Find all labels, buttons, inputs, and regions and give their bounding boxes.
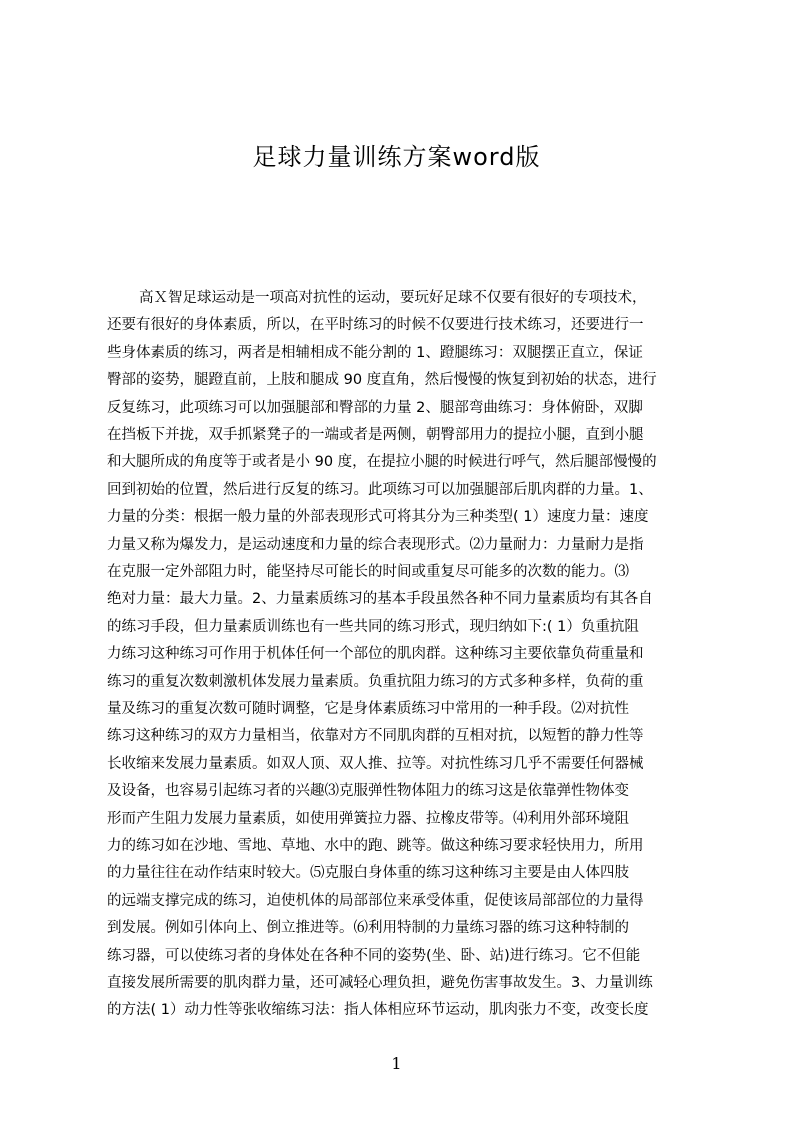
body-line: 及设备，也容易引起练习者的兴趣⑶克服弹性物体阻力的练习这是依靠弹性物体变 [107, 783, 629, 800]
body-line: 力量又称为爆发力，是运动速度和力量的综合表现形式。⑵力量耐力：力量耐力是指 [107, 536, 644, 553]
body-line: 的方法( 1）动力性等张收缩练习法：指人体相应环节运动，肌肉张力不变，改变长度 [107, 1002, 649, 1019]
body-line: 在克服一定外部阻力时，能坚持尽可能长的时间或重复尽可能多的次数的能力。⑶ [107, 564, 629, 580]
page-number: 1 [391, 1054, 402, 1073]
body-line: 的练习手段，但力量素质训练也有一些共同的练习形式，现归纳如下:( 1）负重抗阻 [107, 618, 639, 635]
body-line: 臀部的姿势，腿蹬直前，上肢和腿成 90 度直角，然后慢慢的恢复到初始的状态，进行 [107, 372, 657, 389]
body-line: 些身体素质的练习，两者是相辅相成不能分割的 1、蹬腿练习：双腿摆正直立，保证 [107, 344, 643, 361]
body-line: 量及练习的重复次数可随时调整，它是身体素质练习中常用的一种手段。⑵对抗性 [107, 701, 629, 717]
body-line: 还要有很好的身体素质，所以，在平时练习的时候不仅要进行技术练习，还要进行一 [107, 317, 644, 334]
body-line: 反复练习，此项练习可以加强腿部和臀部的力量 2、腿部弯曲练习：身体俯卧，双脚 [107, 399, 643, 416]
body-line: 长收缩来发展力量素质。如双人顶、双人推、拉等。对抗性练习几乎不需要任何器械 [107, 755, 644, 772]
document-title: 足球力量训练方案word版 [252, 143, 541, 171]
body-line: 在挡板下并拢，双手抓紧凳子的一端或者是两侧，朝臀部用力的提拉小腿，直到小腿 [107, 427, 644, 443]
body-line: 力练习这种练习可作用于机体任何一个部位的肌肉群。这种练习主要依靠负荷重量和 [107, 646, 644, 663]
body-line: 力的练习如在沙地、雪地、草地、水中的跑、跳等。做这种练习要求轻快用力，所用 [107, 838, 644, 854]
document-body [107, 288, 697, 1026]
body-line: 力量的分类：根据一般力量的外部表现形式可将其分为三种类型( 1）速度力量：速度 [107, 509, 649, 526]
body-line: 形而产生阻力发展力量素质，如使用弹簧拉力器、拉橡皮带等。⑷利用外部环境阻 [107, 810, 629, 827]
body-line: 练习这种练习的双方力量相当，依靠对方不同肌肉群的互相对抗，以短暂的静力性等 [107, 728, 644, 745]
body-line: 的远端支撑完成的练习，迫使机体的局部部位来承受体重，促使该局部部位的力量得 [107, 892, 644, 909]
body-line: 的力量往往在动作结束时较大。⑸克服白身体重的练习这种练习主要是由人体四肢 [107, 865, 629, 882]
body-line: 到发展。例如引体向上、倒立推进等。⑹利用特制的力量练习器的练习这种特制的 [107, 920, 629, 937]
body-line: 练习的重复次数刺激机体发展力量素质。负重抗阻力练习的方式多种多样，负荷的重 [107, 673, 644, 690]
body-line: 直接发展所需要的肌肉群力量，还可减轻心理负担，避免伤害事故发生。3、力量训练 [107, 975, 653, 991]
body-line: 回到初始的位置，然后进行反复的练习。此项练习可以加强腿部后肌肉群的力量。1、 [107, 481, 653, 498]
body-line: 绝对力量：最大力量。2、力量素质练习的基本手段虽然各种不同力量素质均有其各自 [107, 591, 653, 608]
body-line: 练习器，可以使练习者的身体处在各种不同的姿势(坐、卧、站)进行练习。它不但能 [107, 947, 641, 964]
body-line: 和大腿所成的角度等于或者是小 90 度，在提拉小腿的时候进行呼气，然后腿部慢慢的 [107, 454, 657, 471]
body-line: 高Ｘ智足球运动是一项高对抗性的运动，要玩好足球不仅要有很好的专项技术， [139, 290, 647, 306]
